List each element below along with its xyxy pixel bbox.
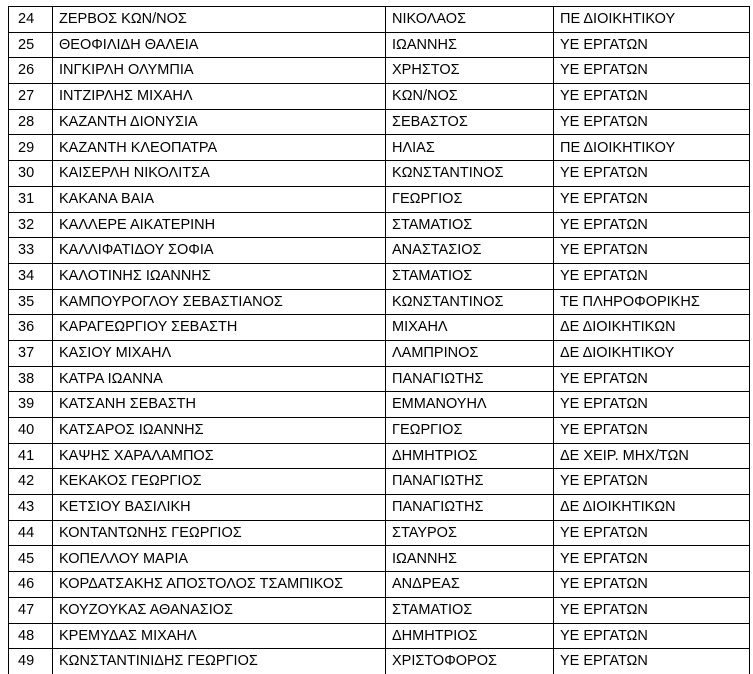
table-row: [9, 520, 750, 546]
full-name-cell: ΚΑΛΟΤΙΝΗΣ ΙΩΑΝΝΗΣ: [53, 263, 386, 289]
job-category-cell: ΤΕ ΠΛΗΡΟΦΟΡΙΚΗΣ: [554, 289, 750, 315]
full-name-cell: ΚΑΤΣΑΝΗ ΣΕΒΑΣΤΗ: [53, 392, 386, 418]
row-number-cell: 47: [9, 597, 53, 623]
row-number-cell: 36: [9, 315, 53, 341]
job-category-cell: ΠΕ ΔΙΟΙΚΗΤΙΚΟΥ: [554, 135, 750, 161]
full-name-cell: ΚΑΛΛΙΦΑΤΙΔΟΥ ΣΟΦΙΑ: [53, 238, 386, 264]
job-category-cell: ΥΕ ΕΡΓΑΤΩΝ: [554, 649, 750, 674]
job-category-cell: ΥΕ ΕΡΓΑΤΩΝ: [554, 161, 750, 187]
father-name-cell: ΣΕΒΑΣΤΟΣ: [386, 109, 554, 135]
full-name-cell: ΚΟΥΖΟΥΚΑΣ ΑΘΑΝΑΣΙΟΣ: [53, 597, 386, 623]
father-name-cell: ΠΑΝΑΓΙΩΤΗΣ: [386, 469, 554, 495]
table-row: [9, 469, 750, 495]
father-name-cell: ΙΩΑΝΝΗΣ: [386, 32, 554, 58]
full-name-cell: ΚΑΡΑΓΕΩΡΓΙΟΥ ΣΕΒΑΣΤΗ: [53, 315, 386, 341]
row-number-cell: 29: [9, 135, 53, 161]
table-row: [9, 238, 750, 264]
table-row: [9, 572, 750, 598]
job-category-cell: ΔΕ ΔΙΟΙΚΗΤΙΚΩΝ: [554, 495, 750, 521]
row-number-cell: 30: [9, 161, 53, 187]
row-number-cell: 48: [9, 623, 53, 649]
job-category-cell: ΥΕ ΕΡΓΑΤΩΝ: [554, 572, 750, 598]
row-number-cell: 39: [9, 392, 53, 418]
row-number-cell: 32: [9, 212, 53, 238]
job-category-cell: ΥΕ ΕΡΓΑΤΩΝ: [554, 212, 750, 238]
row-number-cell: 26: [9, 58, 53, 84]
father-name-cell: ΗΛΙΑΣ: [386, 135, 554, 161]
row-number-cell: 33: [9, 238, 53, 264]
full-name-cell: ΚΑΣΙΟΥ ΜΙΧΑΗΛ: [53, 340, 386, 366]
row-number-cell: 38: [9, 366, 53, 392]
father-name-cell: ΕΜΜΑΝΟΥΗΛ: [386, 392, 554, 418]
table-row: [9, 649, 750, 674]
job-category-cell: ΥΕ ΕΡΓΑΤΩΝ: [554, 392, 750, 418]
personnel-table: [8, 6, 750, 674]
full-name-cell: ΖΕΡΒΟΣ ΚΩΝ/ΝΟΣ: [53, 7, 386, 33]
full-name-cell: ΚΑΤΡΑ ΙΩΑΝΝΑ: [53, 366, 386, 392]
father-name-cell: ΠΑΝΑΓΙΩΤΗΣ: [386, 366, 554, 392]
full-name-cell: ΚΕΤΣΙΟΥ ΒΑΣΙΛΙΚΗ: [53, 495, 386, 521]
full-name-cell: ΚΩΝΣΤΑΝΤΙΝΙΔΗΣ ΓΕΩΡΓΙΟΣ: [53, 649, 386, 674]
table-row: [9, 263, 750, 289]
father-name-cell: ΣΤΑΜΑΤΙΟΣ: [386, 212, 554, 238]
table-row: [9, 186, 750, 212]
row-number-cell: 37: [9, 340, 53, 366]
father-name-cell: ΚΩΝΣΤΑΝΤΙΝΟΣ: [386, 289, 554, 315]
table-row: [9, 32, 750, 58]
job-category-cell: ΥΕ ΕΡΓΑΤΩΝ: [554, 418, 750, 444]
row-number-cell: 34: [9, 263, 53, 289]
father-name-cell: ΙΩΑΝΝΗΣ: [386, 546, 554, 572]
father-name-cell: ΧΡΙΣΤΟΦΟΡΟΣ: [386, 649, 554, 674]
table-row: [9, 418, 750, 444]
full-name-cell: ΚΑΚΑΝΑ ΒΑΙΑ: [53, 186, 386, 212]
row-number-cell: 31: [9, 186, 53, 212]
father-name-cell: ΚΩΝ/ΝΟΣ: [386, 84, 554, 110]
full-name-cell: ΚΡΕΜΥΔΑΣ ΜΙΧΑΗΛ: [53, 623, 386, 649]
job-category-cell: ΥΕ ΕΡΓΑΤΩΝ: [554, 520, 750, 546]
job-category-cell: ΥΕ ΕΡΓΑΤΩΝ: [554, 58, 750, 84]
job-category-cell: ΥΕ ΕΡΓΑΤΩΝ: [554, 469, 750, 495]
job-category-cell: ΥΕ ΕΡΓΑΤΩΝ: [554, 597, 750, 623]
job-category-cell: ΥΕ ΕΡΓΑΤΩΝ: [554, 623, 750, 649]
full-name-cell: ΚΑΖΑΝΤΗ ΔΙΟΝΥΣΙΑ: [53, 109, 386, 135]
full-name-cell: ΚΑΜΠΟΥΡΟΓΛΟΥ ΣΕΒΑΣΤΙΑΝΟΣ: [53, 289, 386, 315]
row-number-cell: 45: [9, 546, 53, 572]
full-name-cell: ΙΝΓΚΙΡΛΗ ΟΛΥΜΠΙΑ: [53, 58, 386, 84]
full-name-cell: ΚΑΖΑΝΤΗ ΚΛΕΟΠΑΤΡΑ: [53, 135, 386, 161]
table-row: [9, 392, 750, 418]
table-row: [9, 109, 750, 135]
table-row: [9, 315, 750, 341]
full-name-cell: ΚΑΨΗΣ ΧΑΡΑΛΑΜΠΟΣ: [53, 443, 386, 469]
job-category-cell: ΥΕ ΕΡΓΑΤΩΝ: [554, 84, 750, 110]
table-row: [9, 161, 750, 187]
full-name-cell: ΚΑΙΣΕΡΛΗ ΝΙΚΟΛΙΤΣΑ: [53, 161, 386, 187]
job-category-cell: ΠΕ ΔΙΟΙΚΗΤΙΚΟΥ: [554, 7, 750, 33]
full-name-cell: ΙΝΤΖΙΡΛΗΣ ΜΙΧΑΗΛ: [53, 84, 386, 110]
father-name-cell: ΓΕΩΡΓΙΟΣ: [386, 186, 554, 212]
row-number-cell: 28: [9, 109, 53, 135]
job-category-cell: ΥΕ ΕΡΓΑΤΩΝ: [554, 186, 750, 212]
full-name-cell: ΚΟΝΤΑΝΤΩΝΗΣ ΓΕΩΡΓΙΟΣ: [53, 520, 386, 546]
father-name-cell: ΝΙΚΟΛΑΟΣ: [386, 7, 554, 33]
table-row: [9, 443, 750, 469]
table-row: [9, 212, 750, 238]
father-name-cell: ΔΗΜΗΤΡΙΟΣ: [386, 623, 554, 649]
row-number-cell: 49: [9, 649, 53, 674]
row-number-cell: 25: [9, 32, 53, 58]
row-number-cell: 41: [9, 443, 53, 469]
row-number-cell: 35: [9, 289, 53, 315]
row-number-cell: 40: [9, 418, 53, 444]
full-name-cell: ΚΟΠΕΛΛΟΥ ΜΑΡΙΑ: [53, 546, 386, 572]
full-name-cell: ΚΕΚΑΚΟΣ ΓΕΩΡΓΙΟΣ: [53, 469, 386, 495]
father-name-cell: ΧΡΗΣΤΟΣ: [386, 58, 554, 84]
full-name-cell: ΚΟΡΔΑΤΣΑΚΗΣ ΑΠΟΣΤΟΛΟΣ ΤΣΑΜΠΙΚΟΣ: [53, 572, 386, 598]
table-row: [9, 58, 750, 84]
table-row: [9, 7, 750, 33]
row-number-cell: 24: [9, 7, 53, 33]
father-name-cell: ΣΤΑΜΑΤΙΟΣ: [386, 597, 554, 623]
father-name-cell: ΛΑΜΠΡΙΝΟΣ: [386, 340, 554, 366]
job-category-cell: ΥΕ ΕΡΓΑΤΩΝ: [554, 366, 750, 392]
job-category-cell: ΔΕ ΧΕΙΡ. ΜΗΧ/ΤΩΝ: [554, 443, 750, 469]
table-row: [9, 289, 750, 315]
job-category-cell: ΥΕ ΕΡΓΑΤΩΝ: [554, 32, 750, 58]
father-name-cell: ΑΝΔΡΕΑΣ: [386, 572, 554, 598]
row-number-cell: 42: [9, 469, 53, 495]
table-row: [9, 366, 750, 392]
row-number-cell: 43: [9, 495, 53, 521]
father-name-cell: ΣΤΑΥΡΟΣ: [386, 520, 554, 546]
table-row: [9, 135, 750, 161]
table-body: [9, 7, 750, 674]
full-name-cell: ΚΑΛΛΕΡΕ ΑΙΚΑΤΕΡΙΝΗ: [53, 212, 386, 238]
father-name-cell: ΑΝΑΣΤΑΣΙΟΣ: [386, 238, 554, 264]
row-number-cell: 27: [9, 84, 53, 110]
table-row: [9, 340, 750, 366]
job-category-cell: ΥΕ ΕΡΓΑΤΩΝ: [554, 546, 750, 572]
father-name-cell: ΔΗΜΗΤΡΙΟΣ: [386, 443, 554, 469]
full-name-cell: ΚΑΤΣΑΡΟΣ ΙΩΑΝΝΗΣ: [53, 418, 386, 444]
father-name-cell: ΣΤΑΜΑΤΙΟΣ: [386, 263, 554, 289]
father-name-cell: ΓΕΩΡΓΙΟΣ: [386, 418, 554, 444]
table-row: [9, 495, 750, 521]
table-row: [9, 597, 750, 623]
table-row: [9, 546, 750, 572]
table-row: [9, 84, 750, 110]
job-category-cell: ΔΕ ΔΙΟΙΚΗΤΙΚΟΥ: [554, 340, 750, 366]
father-name-cell: ΚΩΝΣΤΑΝΤΙΝΟΣ: [386, 161, 554, 187]
full-name-cell: ΘΕΟΦΙΛΙΔΗ ΘΑΛΕΙΑ: [53, 32, 386, 58]
job-category-cell: ΔΕ ΔΙΟΙΚΗΤΙΚΩΝ: [554, 315, 750, 341]
table-row: [9, 623, 750, 649]
row-number-cell: 46: [9, 572, 53, 598]
row-number-cell: 44: [9, 520, 53, 546]
father-name-cell: ΜΙΧΑΗΛ: [386, 315, 554, 341]
father-name-cell: ΠΑΝΑΓΙΩΤΗΣ: [386, 495, 554, 521]
job-category-cell: ΥΕ ΕΡΓΑΤΩΝ: [554, 109, 750, 135]
job-category-cell: ΥΕ ΕΡΓΑΤΩΝ: [554, 238, 750, 264]
job-category-cell: ΥΕ ΕΡΓΑΤΩΝ: [554, 263, 750, 289]
